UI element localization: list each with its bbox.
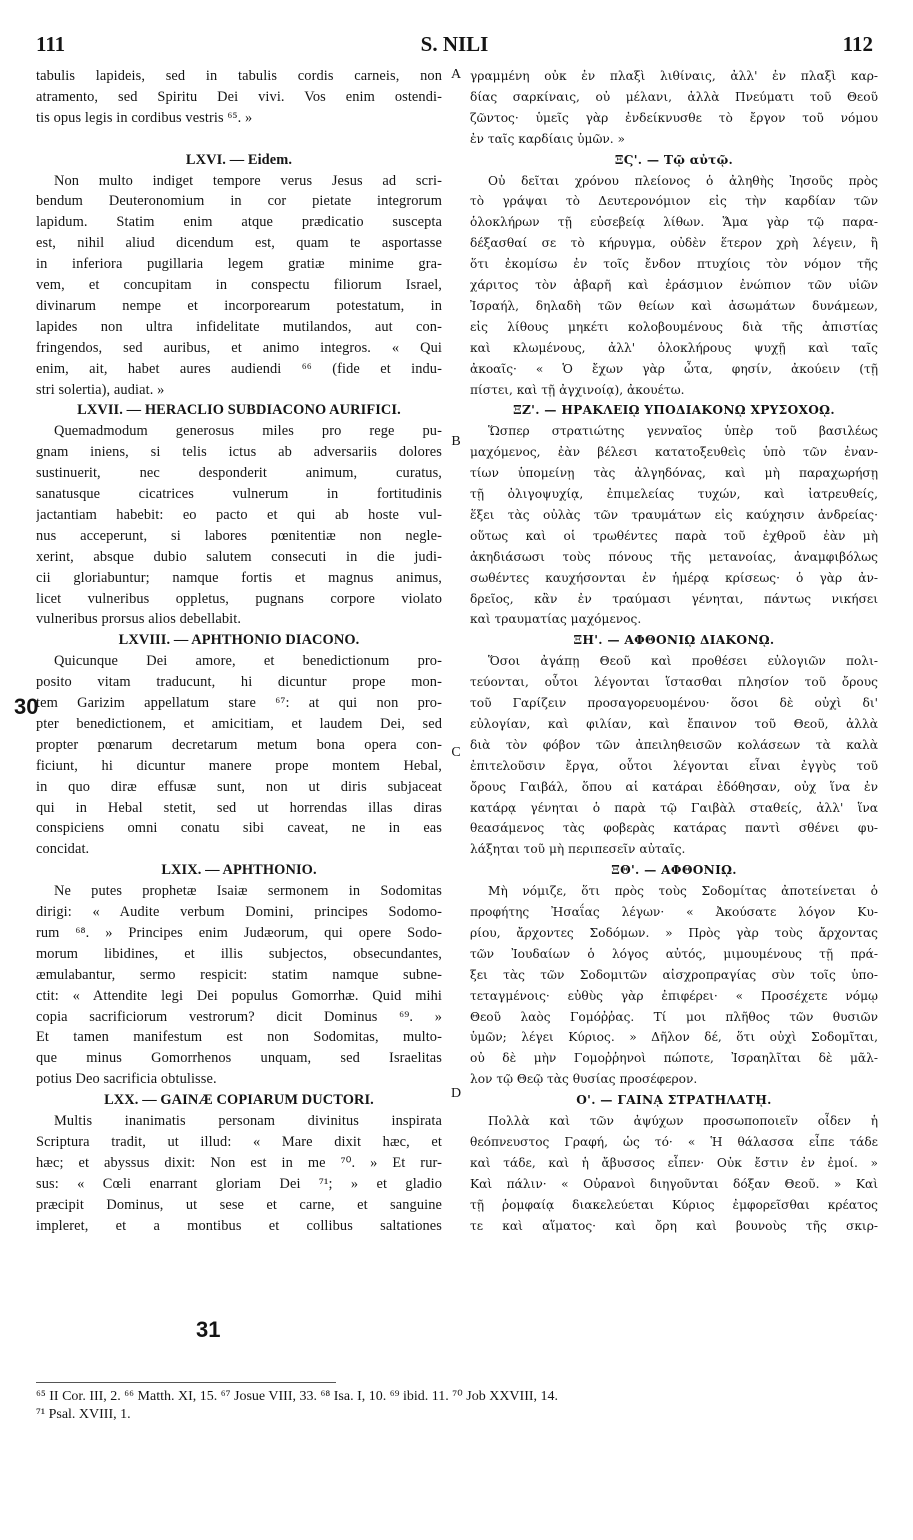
greek-text-line: δίας σαρκίναις, οὐ μέλανι, ἀλλὰ Πνεύματι τοῦ Θεοῦ xyxy=(470,89,878,104)
latin-text-line: Quicunque Dei amore, et benedictionum pro- xyxy=(54,653,442,670)
greek-text-line: εἰς λίθους μηκέτι κολοβουμένους διὰ τῆς ἀπιστίας xyxy=(470,319,878,334)
greek-text-line: διὰ τὸν φόβον τῶν ἀπειληθεισῶν κολάσεων τὰ καλὰ xyxy=(470,737,878,752)
greek-text-line: τὸ γράψαι τὸ Δευτερονόμιον εἰς τὴν καρδίαν τῶν xyxy=(470,194,878,209)
latin-text-line: cii gloriabuntur; namque fortis et magnus animus, xyxy=(36,569,442,586)
latin-text-line: tis opus legis in cordibus vestris ⁶⁵. » xyxy=(36,109,253,126)
greek-text-line: τεταγμένοις· εὐθὺς γὰρ ἐπιφέρει· « Προσέχετε νόμῳ xyxy=(470,988,878,1003)
greek-text-line: ὅτι ἐκομίσω ἐν τοῖς ἔνδον πτυχίοις τὸν νόμον τῆς xyxy=(470,257,878,272)
latin-text-line: licet vulneribus oppletus, pugnans corpore violato xyxy=(36,590,442,607)
greek-text-line: λον τῷ Θεῷ τὰς θυσίας προσέφερον. xyxy=(470,1072,698,1087)
latin-text-line: qui in Hebal stetit, sed ut horrendas illas diras xyxy=(36,799,442,816)
latin-section-heading: LXVI. — Eidem. xyxy=(185,151,293,168)
greek-text-line: ὁλοκλήρων τῇ εὐσεβείᾳ λίθων. Ἅμα γὰρ τῷ παρα- xyxy=(470,215,878,230)
greek-text-line: πίστει, καὶ τῇ ἀγχινοίᾳ), ἀκουέτω. xyxy=(470,382,685,397)
latin-text-line: potius Deo sacrificia obtulisse. xyxy=(36,1071,217,1088)
latin-text-line: que minus Gomorrhenos unquam, sed Israelitas xyxy=(36,1050,442,1067)
greek-text-line: ξει τὰς τῶν Σοδομιτῶν αἰσχροπραγίας σὺν τοῖς ὑπο- xyxy=(470,967,878,982)
latin-text-line: morum libidines, et illis subjectos, obsecundantes, xyxy=(36,945,442,962)
latin-text-line: tem Garizim appellatum stare ⁶⁷: at qui non pro- xyxy=(36,695,442,711)
greek-text-line: ἐν ταῖς καρδίαις ὑμῶν. » xyxy=(470,131,625,146)
latin-text-line: Scriptura tradit, ut illud: « Mare dixit hæc, et xyxy=(36,1133,442,1150)
latin-text-line: Et tamen manifestum est non Sodomitas, multo- xyxy=(36,1029,442,1046)
latin-text-line: in inferiora pugillaria legem gratiæ minime gra- xyxy=(36,256,442,273)
greek-section-heading: ΞΖ'. — ΗΡΑΚΛΕΙῼ ΥΠΟΔΙΑΚΟΝῼ ΧΡΥΣΟΧΟῼ. xyxy=(513,403,835,418)
greek-text-line: τῶν Ἰουδαίων ὁ λόγος αὐτός, μιμουμένους τῇ πρά- xyxy=(470,946,878,961)
latin-text-line: concidat. xyxy=(36,841,90,858)
greek-text-line: Ὥσπερ στρατιώτης γενναῖος ὑπὲρ τοῦ βασιλέως xyxy=(488,424,878,439)
footnote-rule xyxy=(36,1382,336,1383)
greek-text-line: Ὅσοι ἀγάπῃ Θεοῦ καὶ προθέσει εὐλογιῶν πολι- xyxy=(488,654,878,669)
latin-text-line: sustinuerit, nec desponderit animum, curatus, xyxy=(36,465,442,482)
latin-text-line: fringendos, sed auribus, et animo integros. « Qui xyxy=(36,339,442,356)
greek-text-line: προφήτης Ἠσαΐας λέγων· « Ἀκούσατε λόγον Κυ- xyxy=(470,905,878,919)
greek-text-line: καὶ κλωμένους, ἀλλ' ὁλοκλήρους ψυχῇ καὶ ταῖς xyxy=(470,340,878,355)
latin-text-line: in quo diræ effusæ sunt, non ut diris subjaceat xyxy=(36,778,442,795)
margin-letter-a: A xyxy=(450,67,462,82)
greek-text-line: Θεοῦ λαὸς Γομόῤῥας. Τί μοι πλῆθος τῶν θυσιῶν xyxy=(470,1009,878,1024)
latin-text-line: vem, et concupitam in conspectu filiorum Israel, xyxy=(36,277,442,293)
greek-text-line: οὐ δὲ μὴν Γομοῤῥηνοὶ πώποτε, Ἰσραηλῖται δὲ μᾶλ- xyxy=(470,1051,878,1066)
latin-text-line: lapides non ultra infidelitate mutilandos, aut con- xyxy=(36,318,442,335)
greek-text-line: οὕτως καὶ οἱ τρωθέντες παρὰ τοῦ ἐχθροῦ ἐὰν μὴ xyxy=(470,528,878,543)
greek-text-line: τε καὶ αἵματος· καὶ ὄρη καὶ βουνοὺς τῆς σκιρ- xyxy=(470,1218,878,1233)
latin-text-line: Quemadmodum generosus miles pro rege pu- xyxy=(54,423,442,440)
greek-text-line: κατάρᾳ γένηται ὁ παρὰ τῷ Γαιβὰλ σταθείς, ἀλλ' ἵνα xyxy=(470,800,878,815)
latin-column xyxy=(36,66,442,1241)
greek-section-heading: ΞϚ'. — Τῷ αὐτῷ. xyxy=(614,152,734,167)
footnote-line: ⁷¹ Psal. XVIII, 1. xyxy=(36,1407,131,1422)
greek-text-line: γραμμένη οὐκ ἐν πλαξὶ λιθίναις, ἀλλ' ἐν πλαξὶ καρ- xyxy=(470,69,878,83)
greek-text-line: ὑμῶν; λέγει Κύριος. » Δῆλον δέ, ὅτι οὐχὶ Σοδομῖται, xyxy=(470,1030,878,1045)
page-number-left: 111 xyxy=(36,32,66,56)
greek-text-line: Καὶ πάλιν· « Οὐρανοὶ διηγοῦνται δόξαν Θεοῦ. » Καὶ xyxy=(470,1176,878,1191)
running-head: S. NILI xyxy=(420,32,489,56)
latin-text-line: ctit: « Attendite legi Dei populus Gomorrhæ. Quid mihi xyxy=(36,987,442,1004)
latin-text-line: lapidum. Statim enim atque prædicatio suscepta xyxy=(36,214,442,231)
latin-section-heading: LXX. — GAINÆ COPIARUM DUCTORI. xyxy=(104,1092,374,1109)
greek-text-line: εὐλογίαν, καὶ φιλίαν, καὶ ἔπαινον τοῦ Θεοῦ, ἀλλὰ xyxy=(470,716,878,731)
latin-text-line: jactantiam habebit: eo pacto et qui ab hoste vul- xyxy=(36,506,442,523)
latin-section-heading: LXVIII. — APHTHONIO DIACONO. xyxy=(118,632,360,649)
greek-text-line: σωθέντες καυχήσονται ἐν ἡμέρᾳ κρίσεως· ὁ γὰρ ἀν- xyxy=(470,570,878,585)
latin-text-line: bendum Deuteronomium in cor pietate integrorum xyxy=(36,193,442,210)
greek-text-line: χάριτος τὸν ἀβαρῆ καὶ ἐράσμιον ἐνώπιον τῶν υἱῶν xyxy=(470,278,878,292)
latin-text-line: Non multo indiget tempore verus Jesus ad scri- xyxy=(54,172,442,189)
latin-text-line: dirigi: « Audite verbum Domini, principes Sodomo- xyxy=(36,904,442,920)
greek-text-line: ὄρους Γαιβάλ, ὅπου αἱ κατάραι ἐδόθησαν, οὐχ ἵνα ἐν xyxy=(470,779,878,794)
latin-section-heading: LXVII. — HERACLIO SUBDIACONO AURIFICI. xyxy=(77,402,401,419)
greek-text-line: ζῶντος· ὑμεῖς γὰρ ἐνδείκνυσθε τὸ ἔργον τοῦ νόμου xyxy=(470,110,878,125)
greek-text-line: ἀκηδιάσωσι τοὺς πόνους τῆς μετανοίας, ἀναμφιβόλως xyxy=(470,549,878,564)
latin-text-line: enim, ait, habet aures audiendi ⁶⁶ (fide et indu- xyxy=(36,360,442,377)
greek-text-line: τεύονται, οὗτοι λέγονται ἵστασθαι πλησίον τοῦ ὄρους xyxy=(470,675,878,690)
greek-text-line: τοῦ Γαρίζειν προσαγορευομένου· ὅσοι δὲ οὐχὶ δι' xyxy=(470,696,878,710)
greek-text-line: δέξασθαί σε τὸ κήρυγμα, οὐδὲν ἕτερον χρὴ λέγειν, ἢ xyxy=(470,236,878,251)
greek-section-heading: ΞΗ'. — ΑΦΘΟΝΙῼ ΔΙΑΚΟΝῼ. xyxy=(573,633,775,648)
greek-text-line: ἕξει τὰς οὐλὰς τῶν τραυμάτων εἰς καύχησιν ἀνδρείας· xyxy=(470,507,878,522)
greek-text-line: Πολλὰ καὶ τῶν ἀψύχων προσωποποιεῖν οἶδεν ἡ xyxy=(488,1114,878,1128)
greek-text-line: καὶ τάδε, καὶ ἡ ἄβυσσος εἶπεν· Οὐκ ἔστιν ἐν ἐμοί. » xyxy=(470,1155,878,1170)
greek-text-line: τίων ὑπομείνῃ τὰς ἀλγηδόνας, καὶ μὴ παραχωρήσῃ xyxy=(470,466,878,481)
margin-letter-c: C xyxy=(451,745,461,760)
footnote-line: ⁶⁵ II Cor. III, 2. ⁶⁶ Matth. XI, 15. ⁶⁷ Josue VIII, 33. ⁶⁸ Isa. I, 10. ⁶⁹ ibid. 11. ⁷⁰ Job XXVIII, 14. xyxy=(36,1389,559,1404)
latin-text-line: pter benedictionem, et amicitiam, et laudem Dei, sed xyxy=(36,715,442,732)
greek-section-heading: ΞΘ'. — ΑΦΘΟΝΙῼ. xyxy=(611,863,737,878)
greek-text-line: θεασάμενος τὰς φοβερὰς κατάρας παντὶ σθένει φυ- xyxy=(470,821,878,836)
latin-text-line: nus acceperunt, si labores pœnitentiæ non negle- xyxy=(36,527,442,544)
greek-text-line: Οὐ δεῖται χρόνου πλείονος ὁ ἀληθὴς Ἰησοῦς πρὸς xyxy=(488,173,878,188)
latin-text-line xyxy=(36,129,442,150)
latin-text-line: xerint, absque dubio salutem consecuti in die judi- xyxy=(36,548,442,565)
latin-text-line: æmulabantur, sermo respicit: statim namque subne- xyxy=(36,966,442,983)
greek-column xyxy=(470,66,878,1241)
column-number-31: 31 xyxy=(196,1317,221,1342)
latin-text-line: sus: « Cœli enarrant gloriam Dei ⁷¹; » et gladio xyxy=(36,1175,442,1192)
latin-text-line: copia sacrificiorum vestrorum? dicit Dominus ⁶⁹. » xyxy=(36,1008,442,1025)
greek-text-line: λάξηται τοῦ μὴ περιπεσεῖν αὐταῖς. xyxy=(470,842,686,857)
greek-text-line: καὶ τραυματίας μαχόμενος. xyxy=(470,612,642,627)
latin-text-line: rum ⁶⁸. » Principes enim Judæorum, qui opere Sodo- xyxy=(36,924,442,941)
page-number-right: 112 xyxy=(842,32,873,56)
latin-text-line: gnam iniens, si telis ictus ab adversariis dolores xyxy=(36,444,442,461)
greek-text-line: δρεῖος, κἂν ἐν τραύμασι γένηται, πάντως νικήσει xyxy=(470,591,878,606)
greek-text-line: ἀκοαῖς· « Ὁ ἔχων γὰρ ὦτα, φησίν, ἀκούειν (τῇ xyxy=(470,361,878,376)
latin-text-line: ficiunt, hi dicuntur manere prope montem Hebal, xyxy=(36,757,442,774)
latin-text-line: divinarum nempe et incorporearum potestatum, in xyxy=(36,297,442,314)
greek-section-heading: Ο'. — ΓΑΙΝᾼ ΣΤΡΑΤΗΛΑΤῌ. xyxy=(576,1093,772,1108)
latin-text-line: vulneribus prorsus alios debellabit. xyxy=(36,611,242,628)
latin-text-line: stri solertia), audiat. » xyxy=(36,381,165,398)
greek-text-line: θεόπνευστος Γραφή, ὡς τό· « Ἡ θάλασσα εἶπε τάδε xyxy=(470,1134,878,1149)
latin-section-heading: LXIX. — APHTHONIO. xyxy=(161,862,317,879)
greek-text-line: ἐπιτελοῦσιν ἔργα, οὗτοι λέγονται εἶναι ἐγγὺς τοῦ xyxy=(470,758,878,773)
greek-text-line: μαχόμενος, ἐὰν βέλεσι κατατοξευθεὶς ὑπὸ τῶν ἐναν- xyxy=(470,445,878,460)
greek-text-line: Ἰσραήλ, δηλαδὴ τῶν θείων καὶ ἀσωμάτων δυνάμεων, xyxy=(470,298,878,313)
page-header xyxy=(36,30,873,60)
latin-text-line: præcipit Dominus, ut sese et carne, et sanguine xyxy=(36,1196,442,1213)
margin-letter-d: D xyxy=(450,1086,462,1101)
greek-text-line: τῇ ὀλιγοψυχίᾳ, ἐπιμελείας τυχών, καὶ ἰατρευθείς, xyxy=(470,487,878,501)
latin-text-line: sanatusque cicatrices vulnerum in fortitudinis xyxy=(36,486,442,502)
margin-letter-b: B xyxy=(451,434,461,449)
column-number-30: 30 xyxy=(14,694,39,719)
latin-text-line: atramento, sed Spiritu Dei vivi. Vos enim ostendi- xyxy=(36,88,442,105)
latin-text-line: propter pœnarum decretarum metum bona opera con- xyxy=(36,736,442,753)
latin-text-line: Ne putes prophetæ Isaiæ sermonem in Sodomitas xyxy=(54,883,442,900)
latin-text-line: est, nihil aliud dicendum est, quam te asportasse xyxy=(36,235,442,252)
latin-text-line: posito vitam traducunt, hi dicuntur prope mon- xyxy=(36,674,442,691)
latin-text-line: hæc; et abyssus dixit: Non est in me ⁷⁰. » Et rur- xyxy=(36,1154,442,1171)
greek-text-line: Μὴ νόμιζε, ὅτι πρὸς τοὺς Σοδομίτας ἀποτείνεται ὁ xyxy=(488,884,878,899)
latin-text-line: tabulis lapideis, sed in tabulis cordis carneis, non xyxy=(36,68,442,84)
greek-text-line: τῇ ῥομφαίᾳ διακελεύεται Κύριος ἐμφορεῖσθαι κρέατος xyxy=(470,1197,878,1212)
latin-text-line: impleret, et a montibus et collibus saltationes xyxy=(36,1217,442,1234)
greek-text-line: ρίου, ἄρχοντες Σοδόμων. » Πρὸς γὰρ τοὺς ἄρχοντας xyxy=(470,925,878,940)
latin-text-line: conspiciens omni conatu sibi caveat, ne in eas xyxy=(36,820,442,837)
latin-text-line: Multis inanimatis personam divinitus inspirata xyxy=(54,1113,442,1129)
